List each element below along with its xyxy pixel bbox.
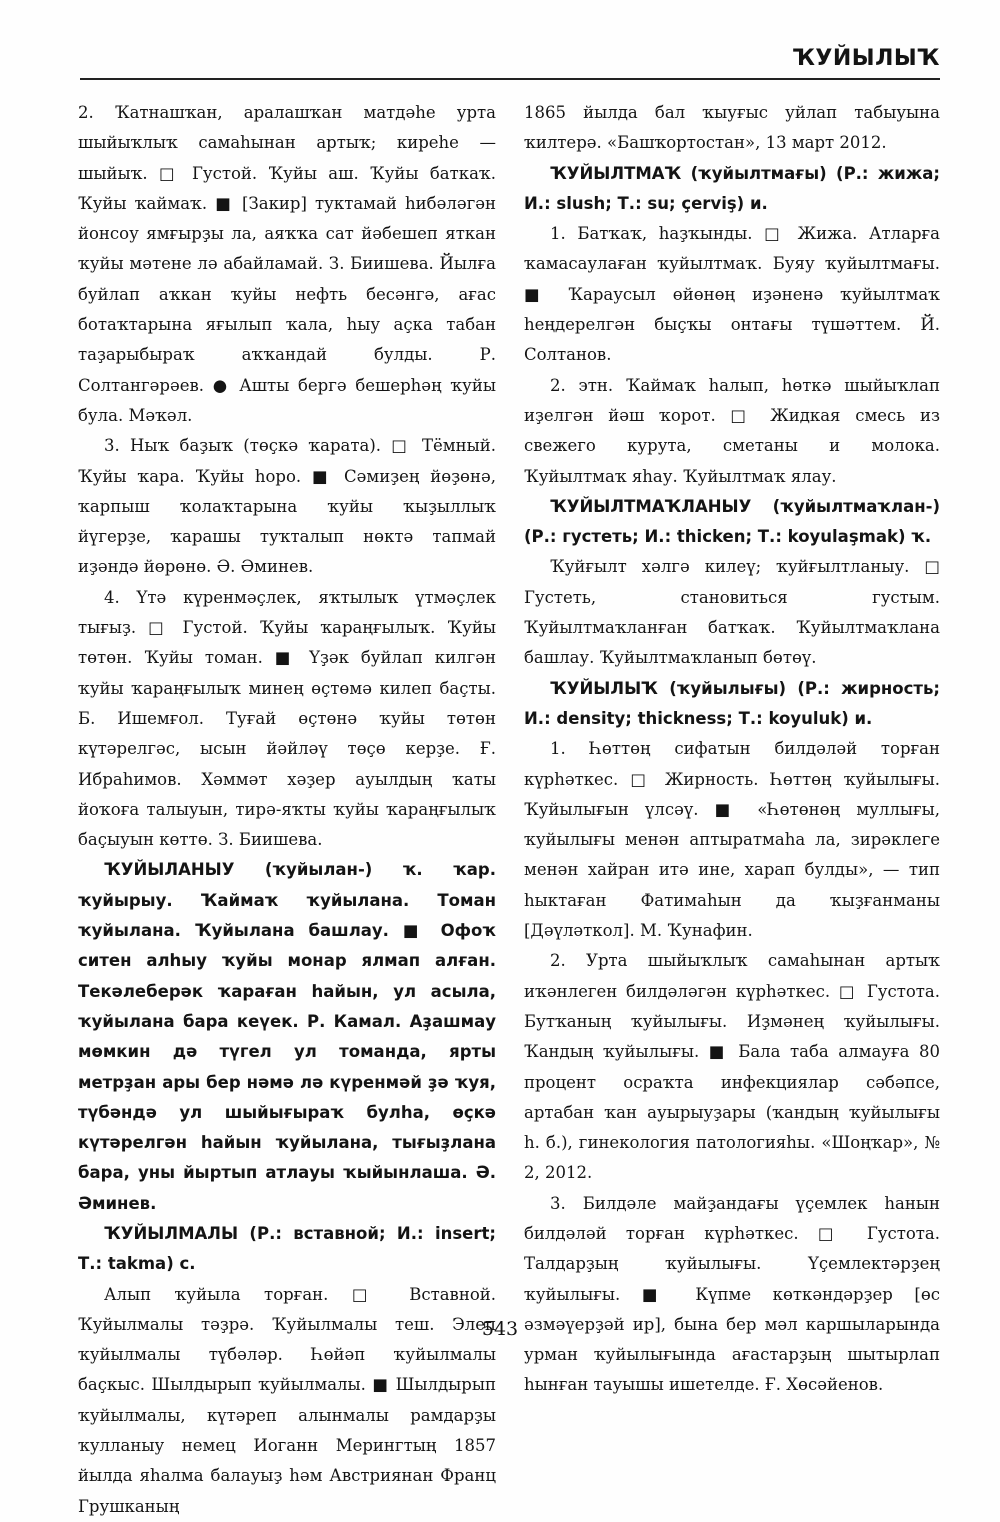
entry-kuyylyk-headword: ҠУЙЫЛЫҠ (ҡуйылығы) (Р.: жирность; И.: density; thickness; Т.: koyuluk) и. bbox=[524, 678, 940, 728]
page-number: 543 bbox=[481, 1318, 519, 1340]
entry-kuyyltmak-sense-1: 1. Батҡаҡ, һаҙҡынды. □ Жижа. Атларға ҡамасаулаған ҡуйылтмаҡ. Буяу ҡуйылтмағы. ■ Ҡараусыл өйөнөң иҙәненә ҡуйылтмаҡ һеңдерелгән быҫҡы онтағы түшәттем. Й. Солтанов. bbox=[524, 224, 940, 365]
entry-kuyylmaly-headword: ҠУЙЫЛМАЛЫ (Р.: вставной; И.: insert; Т.: takma) с. bbox=[78, 1223, 496, 1274]
entry-sense-2: 2. Ҡатнашҡан, аралашҡан матдәһе урта шыйыҡлыҡ самаһынан артыҡ; киреһе — шыйыҡ. □ Густой. Ҡуйы аш. Ҡуйы баткаҡ. Ҡуйы ҡаймаҡ. ■ [Закир] туктамай һибәләгән йонсоу ямғырҙы ла, аяҡҡа сат йәбешеп яткан ҡуйы мәтене лә абайламай. З. Биишева. Йылға буйлап аҡкан ҡуйы нефть бесәнгә, ағас ботаҡтарына яғылып ҡала, һыу аҫка табан таҙарыбыраҡ аҡҡандай булды. Р. Солтангәрәев. ● Ашты бергә бешерһәң ҡуйы була. Мәҡәл. bbox=[78, 103, 496, 425]
entry-kuyyltmak-headword: ҠУЙЫЛТМАҠ (ҡуйылтмағы) (Р.: жижа; И.: slush; Т.: su; çerviş) и. bbox=[524, 163, 940, 213]
entry-kuyyltmaklanyu-headword: ҠУЙЫЛТМАҠЛАНЫУ (ҡуйылтмаҡлан-) (Р.: густеть; И.: thicken; Т.: koyulaşmak) ҡ. bbox=[524, 496, 940, 547]
running-head: ҠУЙЫЛЫҠ bbox=[792, 46, 940, 71]
entry-kuyylyk-sense-3: 3. Билдәле майҙандағы үҫемлек һанын билдәләй торған күрһәткес. □ Густота. Талдарҙың ҡуйылығы. Үҫемлектәрҙең ҡуйылығы. ■ Күпме көткәндәрҙер [өс әзмәүерҙәй ир], бына бер мәл каршыларында урман ҡуйылығында ағастарҙың шытырлап һынған тауышы ишетелде. Ғ. Хөсәйенов. bbox=[524, 1193, 940, 1395]
entry-continuation: 1865 йылда бал ҡыуғыс уйлап табыуына ҡилтерә. «Башҡортостан», 13 март 2012. bbox=[524, 103, 940, 153]
entry-kuyylyk-sense-2: 2. Урта шыйыҡлыҡ самаһынан артыҡ иҡәнлеген билдәләгән күрһәткес. □ Густота. Бутҡаның ҡуйылығы. Иҙмәнең ҡуйылығы. Ҡандың ҡуйылығы. ■ Бала таба алмауға 80 процент осраҡта инфекциялар сәбәпсе, артабан ҡан ауырыуҙары (ҡандың ҡуйылығы һ. б.), гинекология патологияһы. «Шоңҡар», № 2, 2012. bbox=[524, 951, 940, 1183]
entry-kuyylmaly-definition: Алып ҡуйыла торған. □ Вставной. Ҡуйылмалы тәҙрә. Ҡуйылмалы теш. Элеп ҡуйылмалы түбәләр. Һөйәп ҡуйылмалы баҫкыс. Шылдырып ҡуйылмалы. ■ Шылдырып ҡуйылмалы, күтәреп алынмалы рамдарҙы ҡулланыу немец Иоганн Мерингтың 1857 йылда яһалма балауыҙ һәм Австриянан Франц Грушканың bbox=[78, 1284, 496, 1516]
entry-sense-4: 4. Үтә күренмәҫлек, яҡтылыҡ үтмәҫлек тығыҙ. □ Густой. Ҡуйы ҡараңғылыҡ. Ҡуйы төтөн. Ҡуйы томан. ■ Үҙәк буйлап килгән ҡуйы ҡараңғылыҡ минең өҫтөмә килеп баҫты. Б. Ишемғол. Туғай өҫтөнә ҡуйы төтөн күтәрелгәс, ысын йәйләү төҫө керҙе. Ғ. Ибраһимов. Хәммәт хәҙер ауылдың ҡаты йоҡоға талыуын, тирә-яҡты ҡуйы ҡараңғылыҡ баҫыуын көттө. З. Биишева. bbox=[78, 587, 496, 850]
page-header bbox=[80, 40, 940, 80]
entry-kuyyltmaklanyu-definition: Ҡуйғылт хәлгә килеү; ҡуйғылтланыу. □ Густеть, становиться густым. Ҡуйылтмаҡланған батҡаҡ. Ҡуйылтмаҡлана башлау. Ҡуйылтмаҡланып бөтөү. bbox=[524, 557, 940, 668]
entry-kuyyltmak-sense-2: 2. этн. Ҡаймаҡ һалып, һөткә шыйыҡлап иҙелгән йәш ҡорот. □ Жидкая смесь из свежего курута, сметаны и молока. Ҡуйылтмаҡ яһау. Ҡуйылтмаҡ ялау. bbox=[524, 375, 940, 486]
entry-sense-3: 3. Ныҡ баҙыҡ (төҫкә ҡарата). □ Тёмный. Ҡуйы ҡара. Ҡуйы һоро. ■ Сәмиҙең йөҙөнә, ҡарпыш ҡолаҡтарына ҡуйы ҡыҙыллыҡ йүгерҙе, ҡарашы туҡталып нөктә тапмай иҙәндә йөрөнө. Ә. Әминев. bbox=[78, 436, 496, 577]
left-column bbox=[78, 98, 496, 1522]
right-column bbox=[524, 98, 940, 1401]
entry-kuyylanyu: ҠУЙЫЛАНЫУ (ҡуйылан-) ҡ. ҡар. ҡуйырыу. Ҡаймаҡ ҡуйылана. Томан ҡуйылана. Ҡуйылана башлау. ■ Офоҡ ситен алһыу ҡуйы монар ялмап алған. Текәлеберәк ҡараған һайын, ул асыла, ҡуйылана бара кеүек. Р. Камал. Аҙашмау мөмкин дә түгел ул томанда, ярты метрҙан ары бер нәмә лә күренмәй ҙә ҡуя, түбәндә ул шыйығыраҡ булһа, өҫкә күтәрелгән һайын ҡуйылана, тығыҙлана бара, уны йыртып атлауы ҡыйынлаша. Ә. Әминев. bbox=[78, 860, 496, 1213]
entry-kuyylyk-sense-1: 1. Һөттөң сифатын билдәләй торған күрһәткес. □ Жирность. Һөттөң ҡуйылығы. Ҡуйылығын үлсәү. ■ «Һөтөнөң муллығы, ҡуйылығы менән аптыратмаһа ла, зирәклеге менән хайран итә ине, харап булды», — тип һыктаған Фатимаһын да ҡыҙғанманы [Дәүләткол]. М. Ҡунафин. bbox=[524, 739, 940, 941]
